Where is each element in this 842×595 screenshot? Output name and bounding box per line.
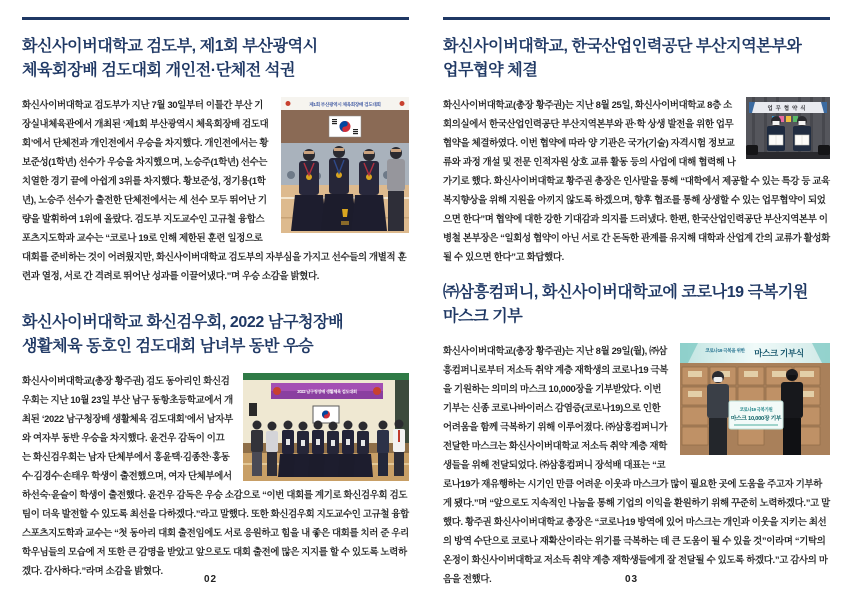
article-body-text: 화신사이버대학교(총장 황주권)는 지난 8월 25일, 화신사이버대학교 8층 소회의실에서 한국산업인력공단 부산지역본부와 관·학 상생 발전을 위한 업무협약을 체결하였다. 이번 협약에 따라 양 기관은 국가(기술) 자격시험 정보교류와 과정 개설 및 전문 인적자원 상호 교류 활동 등의 사업에 대해 협력해 나가기로 했다. 화신사이버대학교 황주권 총장은 인사말을 통해 “대학에서 제공할 수 있는 특강 등 교육 복지향상을 위해 지원을 아끼지 않도록 하겠으며, 향후 협조를 통해 상생할 수 있는 업무협약이 되었으면 한다”며 협약에 대한 강한 기대감과 의지를 드러냈다. 한편, 한국산업인력공단 부산지역본부 이병철 본부장은 “일회성 협약이 아닌 서로 간 돈독한 관계를 유지해 대학과 산업계 간의 교류가 활성화될 수 있으면 한다”고 화답했다. [443, 99, 830, 262]
photo-banner-text: 2022 남구청장배 생활체육 검도대회 [297, 389, 357, 394]
article-hrdk-mou [443, 35, 830, 266]
article-title [443, 281, 830, 329]
article-body [443, 95, 830, 266]
article-body [443, 341, 830, 588]
article-body-text: 화신사이버대학교 검도부가 지난 7월 30일부터 이틀간 부산 기장실내체육관에서 개최된 ‘제1회 부산광역시 체육회장배 검도대회’에서 단체전과 개인전에서 우승을 차지했다. 개인전에서는 황보준성(1학년) 선수가 우승을 차지했으며, 노승주(1학년) 선수는 치열한 경기 끝에 아쉽게 3위를 차지했다. 황보준성, 정기용(1학년), 노승주 선수가 출전한 단체전에서는 세 선수 모두 뛰어난 기량을 발휘하여 1위에 올랐다. 검도부 지도교수인 고규철 융합스포츠지도학과 교수는 “코로나 19로 인해 제한된 훈련 일정으로 대회를 준비하는 것이 어려웠지만, 화신사이버대학교 검도부의 자부심을 가지고 선수들의 개별적 훈련과 열정, 서로 간 격려로 뛰어난 성과를 이끌어냈다.”며 우승 소감을 밝혔다. [22, 99, 407, 281]
page-number: 03 [624, 574, 639, 585]
article-kendo-namgu-club [22, 311, 409, 580]
photo-banner-text: 제1회 부산광역시 체육회장배 검도대회 [309, 102, 381, 107]
donation-sign-line2: 마스크 10,000장 기부 [730, 416, 782, 422]
donation-sign-line1: 코로나19 극복기원 [739, 407, 773, 412]
article-mask-donation [443, 281, 830, 588]
korean-flag-icon [313, 406, 339, 423]
article-title-line2: 업무협약 체결 [443, 62, 538, 79]
photo-banner [271, 383, 383, 399]
korean-flag-icon [329, 116, 361, 137]
article-title [22, 35, 409, 83]
mou-signing-photo [746, 97, 830, 159]
article-body [22, 371, 409, 580]
article-title-line1: 화신사이버대학교, 한국산업인력공단 부산지역본부와 [443, 38, 802, 55]
article-body-text: 화신사이버대학교(총장 황주권)는 지난 8월 29일(월), ㈜삼흥컴퍼니로부터 저소득 취약 계층 재학생의 코로나19 극복을 기원하는 의미의 마스크 10,000장을 기부받았다. 이번 기부는 신종 코로나바이러스 감염증(코로나19)으로 인한 어려움을 함께 극복하기 위해 이루어졌다. ㈜삼흥컴퍼니가 전달한 마스크는 화신사이버대학교 저소득 취약 계층 재학생들을 위해 전달되었다. ㈜삼흥컴퍼니 장석배 대표는 “코로나19가 재유행하는 시기인 만큼 어려운 이웃과 마스크가 많이 필요한 곳에 도움을 주고자 기부하게 됐다.”며 “앞으로도 지속적인 나눔을 통해 기업의 이익을 환원하기 위해 꾸준히 노력하겠다.”고 말했다. 황주권 화신사이버대학교 총장은 “코로나19 방역에 있어 마스크는 개인과 이웃을 지키는 최선의 방역 수단으로 코로나 재확산이라는 위기를 극복하는 데 큰 도움이 될 수 있을 것”이라며 “기탁의 온정이 화신사이버대학교 저소득 취약 계층 재학생들에게 잘 전달될 수 있도록 하겠다.”고 감사의 마음을 전했다. [443, 345, 830, 584]
mask-donation-photo [680, 343, 830, 455]
photo-banner [680, 343, 830, 363]
article-title [22, 311, 409, 359]
article-title-line1: ㈜삼흥컴퍼니, 화신사이버대학교에 코로나19 극복기원 [443, 284, 808, 301]
page-top-rule [22, 17, 409, 20]
kendo-team-award-photo [281, 97, 409, 233]
page-03 [421, 0, 842, 595]
photo-banner [749, 102, 827, 113]
donation-sign [729, 401, 783, 429]
article-title-line2: 마스크 기부 [443, 308, 523, 325]
page-number: 02 [203, 574, 218, 585]
article-title-line1: 화신사이버대학교 화신검우회, 2022 남구청장배 [22, 314, 344, 331]
article-kendo-busan-championship [22, 35, 409, 285]
photo-banner-prefix: 코로나19 극복을 위한 [705, 348, 745, 353]
article-title-line2: 생활체육 동호인 검도대회 남녀부 동반 우승 [22, 338, 314, 355]
kendo-club-group-photo [243, 373, 409, 481]
article-title-line2: 체육회장배 검도대회 개인전·단체전 석권 [22, 62, 296, 79]
article-body [22, 95, 409, 285]
article-title-line1: 화신사이버대학교 검도부, 제1회 부산광역시 [22, 38, 318, 55]
article-body-text: 화신사이버대학교(총장 황주권) 검도 동아리인 화신검우회는 지난 10월 23일 부산 남구 동항초등학교에서 개최된 ‘2022 남구청장배 생활체육 검도대회’에서 남자부와 여자부 동반 우승을 차지했다. 윤건우 감독이 이끄는 화신검우회는 남자 단체부에서 홍윤택·김종찬·홍동수·김경수·손태우 학생이 출전했으며, 여자 단체부에서 하선숙·윤슬이 학생이 출전했다. 윤건우 감독은 우승 소감으로 “이번 대회를 계기로 화신검우회 검도팀이 더욱 발전할 수 있도록 최선을 다하겠다.”라고 말했다. 또한 화신검우회 지도교수인 고규철 융합스포츠지도학과 교수는 “첫 동아리 대회 출전임에도 서로 응원하고 힘을 내 좋은 대회를 치러 준 우리 학우님들의 모습에 저 또한 큰 감명을 받았고 앞으로도 대회 출전에 많은 지지를 할 수 있도록 노력하겠다. 감사하다.”라며 소감을 밝혔다. [22, 375, 409, 576]
page-top-rule [443, 17, 830, 20]
photo-banner-text: 업무협약식 [767, 106, 809, 112]
article-title [443, 35, 830, 83]
photo-banner-title: 마스크 기부식 [754, 348, 804, 358]
